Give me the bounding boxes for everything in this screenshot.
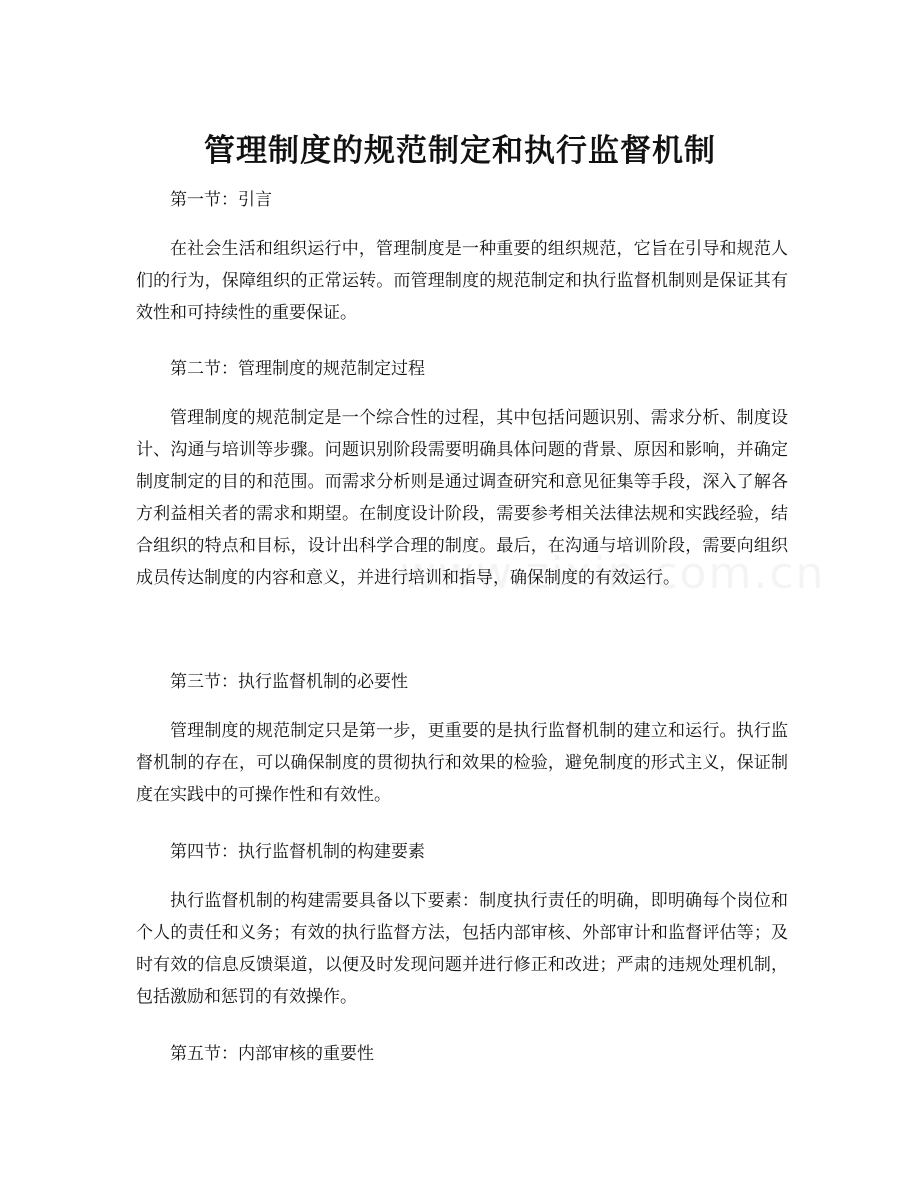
section-3-body: 管理制度的规范制定只是第一步，更重要的是执行监督机制的建立和运行。执行监督机制的存在，可以确保制度的贯彻执行和效果的检验，避免制度的形式主义，保证制度在实践中的可操作性和有效性。: [136, 721, 788, 805]
section-1-heading: 第一节：引言: [170, 190, 272, 210]
section-4-body: 执行监督机制的构建需要具备以下要素：制度执行责任的明确，即明确每个岗位和个人的责任和义务；有效的执行监督方法，包括内部审核、外部审计和监督评估等；及时有效的信息反馈渠道，以便及时发现问题并进行修正和改进；严肃的违规处理机制，包括激励和惩罚的有效操作。: [136, 891, 788, 1007]
section-2-body: 管理制度的规范制定是一个综合性的过程，其中包括问题识别、需求分析、制度设计、沟通与培训等步骤。问题识别阶段需要明确具体问题的背景、原因和影响，并确定制度制定的目的和范围。而需求分析则是通过调查研究和意见征集等手段，深入了解各方利益相关者的需求和期望。在制度设计阶段，需要参考相关法律法规和实践经验，结合组织的特点和目标，设计出科学合理的制度。最后，在沟通与培训阶段，需要向组织成员传达制度的内容和意义，并进行培训和指导，确保制度的有效运行。: [136, 408, 788, 588]
section-4-heading: 第四节：执行监督机制的构建要素: [170, 842, 425, 862]
section-1-body: 在社会生活和组织运行中，管理制度是一种重要的组织规范，它旨在引导和规范人们的行为，保障组织的正常运转。而管理制度的规范制定和执行监督机制则是保证其有效性和可持续性的重要保证。: [136, 239, 788, 323]
section-3-heading: 第三节：执行监督机制的必要性: [170, 672, 408, 692]
section-5-heading: 第五节：内部审核的重要性: [170, 1044, 374, 1064]
document-title: 管理制度的规范制定和执行监督机制: [204, 132, 716, 169]
section-2-heading: 第二节：管理制度的规范制定过程: [170, 359, 425, 379]
